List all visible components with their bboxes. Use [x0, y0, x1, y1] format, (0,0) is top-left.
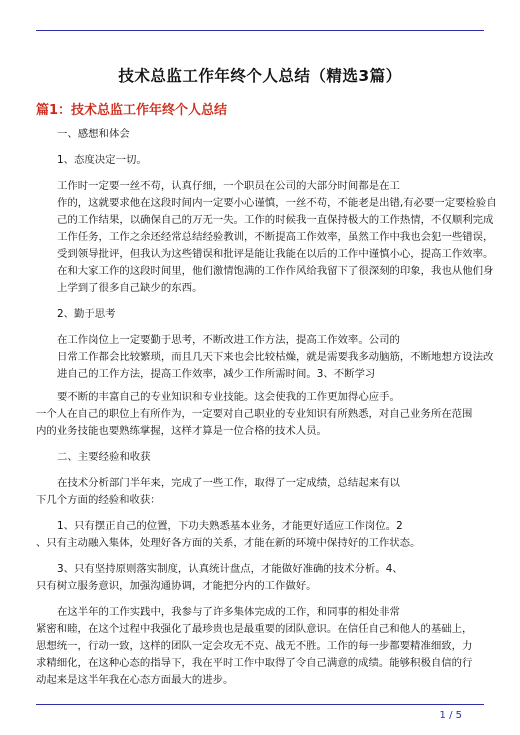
text-line: 1、只有摆正自己的位置，下功夫熟悉基本业务，才能更好适应工作岗位。2 — [57, 520, 403, 532]
text-line: 工作时一定要一丝不苟，认真仔细，一个职员在公司的大部分时间都是在工 — [57, 180, 400, 192]
text-line: 在工作岗位上一定要勤于思考，不断改进工作方法，提高工作效率。公司的 — [57, 334, 400, 346]
text-line: 在这半年的工作实践中，我参与了许多集体完成的工作，和同事的相处非常 — [57, 606, 400, 618]
section-heading-2: 二、主要经验和收获 — [57, 451, 151, 463]
text-line: 受到领导批评，但我认为这些错误和批评是能让我能在以后的工作中谨慎小心，提高工作效率。 — [57, 248, 494, 260]
text-line: 一个人在自己的职位上有所作为，一定要对自己职业的专业知识有所熟悉，对自己业务所在范围 — [36, 408, 473, 420]
text-line: 己的工作结果，以确保自己的万无一失。工作的时候我一直保持极大的工作热情，不仅顺利完成 — [57, 214, 494, 226]
paragraph-experience-1-2 — [36, 518, 488, 552]
subheading-thinking: 2、勤于思考 — [57, 308, 116, 320]
paragraph-teamwork — [36, 604, 488, 689]
paragraph-learning — [36, 389, 488, 440]
section-heading-1: 一、感想和体会 — [57, 128, 130, 140]
text-line: 只有树立服务意识，加强沟通协调，才能把分内的工作做好。 — [36, 580, 317, 592]
document-title: 技术总监工作年终个人总结（精选3篇） — [118, 67, 402, 85]
text-line: 进自己的工作方法，提高工作效率，减少工作所需时间。3、不断学习 — [57, 368, 376, 380]
text-line: 内的业务技能也要熟练掌握，这样才算是一位合格的技术人员。 — [36, 425, 327, 437]
text-line: 动起来是这半年我在心态方面最大的进步。 — [36, 674, 234, 686]
text-line: 3、只有坚持原则落实制度，认真统计盘点，才能做好准确的技术分析。4、 — [57, 563, 403, 575]
bottom-rule — [36, 704, 484, 705]
text-line: 上学到了很多自己缺少的东西。 — [57, 282, 203, 294]
top-rule — [36, 30, 484, 31]
subheading-attitude: 1、态度决定一切。 — [57, 154, 147, 166]
text-line: 作的，这就要求他在这段时间内一定要小心谨慎，一丝不苟，不能老是出错,有必要一定要检验自 — [57, 197, 497, 209]
text-line: 思想统一，行动一致，这样的团队一定会攻无不克、战无不胜。工作的每一步都要精准细致，力 — [36, 640, 473, 652]
paragraph-experience-intro — [36, 475, 488, 509]
text-line: 在和大家工作的这段时间里，他们激情饱满的工作作风给我留下了很深刻的印象，我也从他们身 — [57, 265, 494, 277]
text-line: 要不断的丰富自己的专业知识和专业技能。这会使我的工作更加得心应手。 — [57, 391, 400, 403]
text-line: 在技术分析部门半年来，完成了一些工作，取得了一定成绩，总结起来有以 — [57, 477, 400, 489]
text-line: 工作任务，工作之余还经常总结经验教训，不断提高工作效率，虽然工作中我也会犯一些错误， — [57, 231, 494, 243]
paragraph-attitude — [36, 178, 497, 297]
text-line: 求精细化，在这种心态的指导下，我在平时工作中取得了令自己满意的成绩。能够积极自信的行 — [36, 657, 473, 669]
text-line: 下几个方面的经验和收获： — [36, 494, 161, 506]
document-body — [36, 126, 497, 698]
text-line: 日常工作都会比较繁琐，而且几天下来也会比较枯燥，就是需要我多动脑筋，不断地想方设法改 — [57, 351, 494, 363]
text-line: 紧密和睦，在这个过程中我强化了最珍贵也是最重要的团队意识。在信任自己和他人的基础上， — [36, 623, 473, 635]
text-line: 、只有主动融入集体，处理好各方面的关系，才能在新的环境中保持好的工作状态。 — [36, 537, 421, 549]
page-indicator: 1 / 5 — [439, 710, 462, 721]
paragraph-thinking — [36, 332, 494, 383]
chapter-heading: 篇1：技术总监工作年终个人总结 — [36, 103, 228, 118]
paragraph-experience-3-4 — [36, 561, 488, 595]
